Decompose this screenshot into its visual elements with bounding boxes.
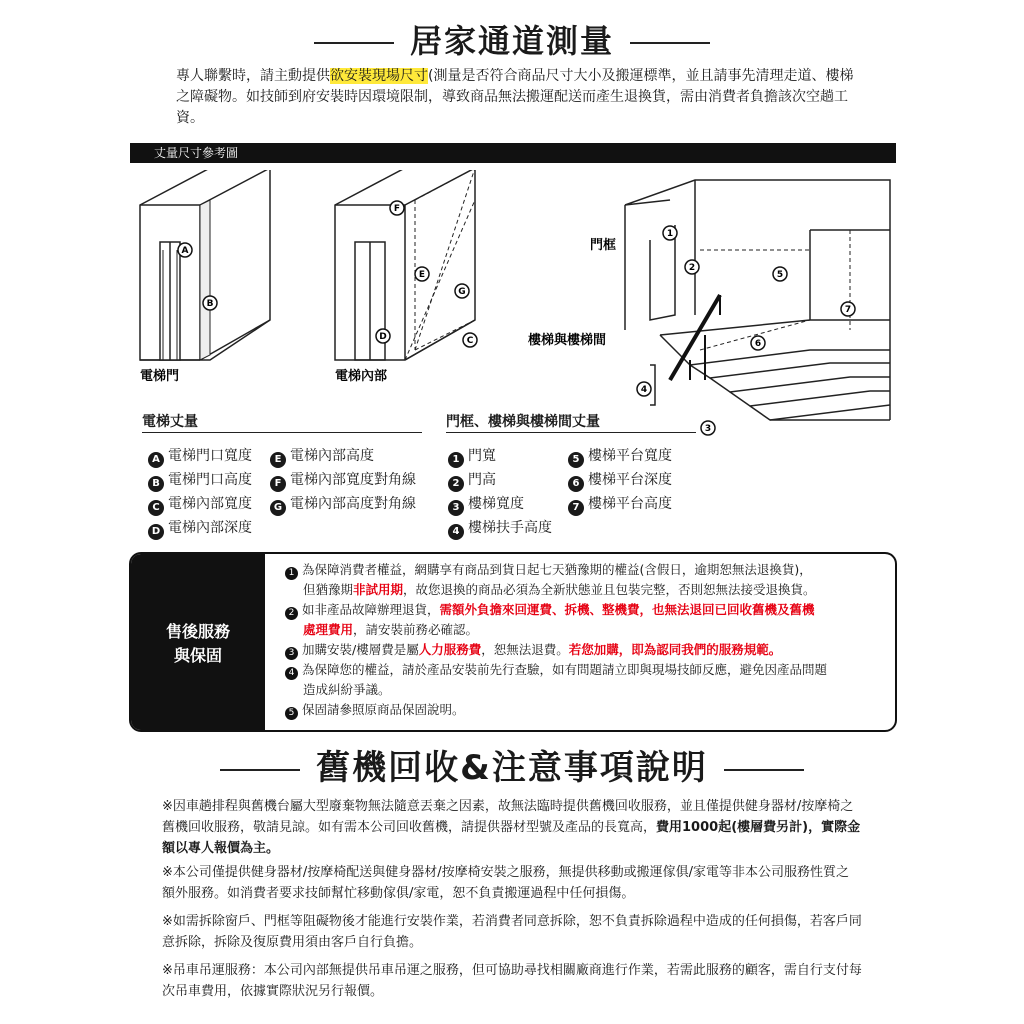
svg-text:A: A [181, 246, 189, 256]
stairs-legend-heading: 門框、樓梯與樓梯間丈量 [446, 414, 600, 430]
service-label-line2: 與保固 [173, 646, 222, 665]
marker-3 [701, 421, 715, 435]
service-item-4-cont [285, 680, 885, 700]
note-4: ※吊車吊運服務：本公司內部無提供吊車吊運之服務，但可協助尋找相關廠商進行作業，若需此服務的顧客，需自行支付每次吊車費用，依據實際狀況另行報價。 [162, 963, 862, 999]
service-item-1-cont [285, 580, 885, 600]
item-text: 如非產品故障辦理退貨， [302, 602, 440, 617]
svg-text:5: 5 [776, 270, 784, 280]
marker-6 [751, 336, 765, 350]
note-text: ※因車趟排程與舊機台屬大型廢棄物無法隨意丟棄之因素，故無法臨時提供舊機回收服務，並且僅提供健身器材/按摩椅之舊機回收服務，敬請見諒。如有需本公司回收舊機，請提供器材型號及產品的長寬高， [162, 799, 854, 835]
item-emphasis: 人力服務費 [418, 642, 482, 657]
legend-text: 門寬 [468, 448, 496, 464]
legend-item-F [270, 468, 416, 492]
legend-text: 門高 [468, 472, 496, 488]
stairs-legend-divider [446, 432, 696, 433]
item-text: 為保障您的權益，請於產品安裝前先行查驗，如有問題請立即與現場技師反應，避免因產品問題 [302, 662, 828, 677]
note-emphasis: 費用1000起(樓層費另計)，實際金額以專人報價為主。 [162, 820, 861, 856]
item-emphasis: 若您加購，即為認同我們的服務規範。 [568, 642, 782, 657]
legend-text: 電梯內部寬度對角線 [290, 472, 416, 488]
item-emphasis: 處理費用 [303, 622, 354, 637]
item-text: 為保障消費者權益，網購享有商品到貨日起七天猶豫期的權益(含假日，逾期恕無法退換貨)， [302, 562, 812, 577]
legend-code: 6 [568, 476, 584, 492]
legend-text: 樓梯扶手高度 [468, 520, 552, 536]
legend-text: 電梯門口高度 [168, 472, 252, 488]
item-text: ，恕無法退費。 [481, 642, 569, 657]
service-item-3 [285, 640, 885, 660]
legend-text: 樓梯寬度 [468, 496, 524, 512]
intro-text-after: (測量是否符合商品尺寸大小及搬運標準，並且請事先清理走道、樓梯之障礙物。如技師到府安裝時因環境限制，導致商品無法搬運配送而產生退換貨，需由消費者負擔該次空趟工資。 [176, 68, 854, 126]
stairs-label: 樓梯與樓梯間 [528, 333, 607, 348]
legend-code: 1 [448, 452, 464, 468]
marker-5 [773, 267, 787, 281]
page-title-text: 居家通道測量 [409, 22, 614, 60]
service-item-2 [285, 600, 885, 620]
intro-text-before: 專人聯繫時，請主動提供 [176, 68, 330, 84]
item-text: ，故您退換的商品必須為全新狀態並且包裝完整，否則恕無法接受退換貨。 [403, 582, 816, 597]
service-item-4 [285, 660, 885, 680]
legend-item-C [148, 492, 252, 516]
service-label [131, 554, 265, 732]
svg-text:2: 2 [688, 263, 696, 273]
legend-text: 電梯門口寬度 [168, 448, 252, 464]
svg-text:3: 3 [704, 424, 712, 434]
section2-title [0, 740, 1024, 789]
elevator-legend-divider [142, 432, 422, 433]
svg-text:F: F [393, 204, 401, 214]
marker-A [178, 243, 192, 257]
svg-text:6: 6 [754, 339, 762, 349]
section2-title-text: 舊機回收&注意事項說明 [316, 748, 708, 788]
door-frame-label: 門框 [590, 238, 617, 253]
item-text: 加購安裝/樓層費是屬 [302, 642, 419, 657]
svg-text:E: E [418, 270, 426, 280]
legend-text: 樓梯平台高度 [588, 496, 672, 512]
item-number: 1 [285, 567, 298, 580]
legend-item-2 [448, 468, 496, 492]
service-label-line1: 售後服務 [165, 622, 230, 641]
legend-code: 4 [448, 524, 464, 540]
item-emphasis: 非試用期 [353, 582, 404, 597]
service-items [285, 560, 885, 720]
legend-code: A [148, 452, 164, 468]
note-1 [162, 796, 862, 859]
legend-code: F [270, 476, 286, 492]
elevator-door-illustration [140, 170, 270, 360]
legend-item-5 [568, 444, 672, 468]
item-number: 4 [285, 667, 298, 680]
item-emphasis: 需額外負擔來回運費、拆機、整機費，也無法退回已回收舊機及舊機 [439, 602, 815, 617]
legend-text: 電梯內部高度對角線 [290, 496, 416, 512]
item-text: 但猶豫期 [303, 582, 354, 597]
legend-item-B [148, 468, 252, 492]
note-2: ※本公司僅提供健身器材/按摩椅配送與健身器材/按摩椅安裝之服務，無提供移動或搬運傢俱/家電等非本公司服務性質之額外服務。如消費者要求技師幫忙移動傢俱/家電，恕不負責搬運過程中任何損傷。 [162, 865, 850, 901]
item-text: ，請安裝前務必確認。 [353, 622, 479, 637]
reference-bar: 丈量尺寸參考圖 [130, 143, 896, 163]
legend-code: G [270, 500, 286, 516]
legend-item-E [270, 444, 374, 468]
note-3: ※如需拆除窗戶、門框等阻礙物後才能進行安裝作業，若消費者同意拆除，恕不負責拆除過程中造成的任何損傷，若客戶同意拆除，拆除及復原費用須由客戶自行負擔。 [162, 914, 862, 950]
service-item-1 [285, 560, 885, 580]
after-sales-service-box [129, 552, 897, 732]
svg-text:4: 4 [640, 385, 648, 395]
stairs-illustration [625, 180, 890, 420]
intro-highlight: 欲安裝現場尺寸 [330, 68, 428, 84]
legend-code: B [148, 476, 164, 492]
legend-item-D [148, 516, 252, 540]
legend-text: 電梯內部深度 [168, 520, 252, 536]
elevator-inside-label: 電梯內部 [335, 369, 388, 384]
svg-text:7: 7 [844, 305, 852, 315]
elevator-inside-illustration [335, 170, 475, 360]
legend-text: 電梯內部寬度 [168, 496, 252, 512]
item-number: 3 [285, 647, 298, 660]
legend-item-1 [448, 444, 496, 468]
title-dash-left [220, 769, 300, 771]
legend-code: 2 [448, 476, 464, 492]
svg-text:1: 1 [666, 229, 674, 239]
legend [148, 444, 708, 544]
item-number: 5 [285, 707, 298, 720]
marker-G [455, 284, 469, 298]
legend-code: D [148, 524, 164, 540]
legend-item-G [270, 492, 416, 516]
svg-text:G: G [458, 287, 466, 297]
legend-item-4 [448, 516, 552, 540]
svg-text:C: C [466, 336, 474, 346]
title-dash-right [724, 769, 804, 771]
title-dash-right [630, 42, 710, 44]
item-number: 2 [285, 607, 298, 620]
legend-code: 7 [568, 500, 584, 516]
marker-1 [663, 226, 677, 240]
legend-code: E [270, 452, 286, 468]
page-title [0, 16, 1024, 62]
marker-7 [841, 302, 855, 316]
svg-text:B: B [206, 299, 214, 309]
legend-text: 樓梯平台深度 [588, 472, 672, 488]
elevator-legend-heading: 電梯丈量 [142, 414, 198, 430]
svg-text:D: D [379, 332, 387, 342]
legend-code: C [148, 500, 164, 516]
legend-item-A [148, 444, 252, 468]
intro-paragraph [176, 66, 856, 129]
legend-text: 樓梯平台寬度 [588, 448, 672, 464]
title-dash-left [314, 42, 394, 44]
elevator-door-label: 電梯門 [140, 369, 180, 384]
item-text: 造成糾紛爭議。 [303, 682, 391, 697]
marker-2 [685, 260, 699, 274]
marker-E [415, 267, 429, 281]
marker-B [203, 296, 217, 310]
service-item-2-cont [285, 620, 885, 640]
service-item-5 [285, 700, 885, 720]
legend-item-7 [568, 492, 672, 516]
legend-code: 3 [448, 500, 464, 516]
item-text: 保固請參照原商品保固說明。 [302, 702, 465, 717]
measurement-diagram [130, 170, 900, 440]
legend-item-3 [448, 492, 524, 516]
legend-text: 電梯內部高度 [290, 448, 374, 464]
legend-code: 5 [568, 452, 584, 468]
marker-C [463, 333, 477, 347]
marker-F [390, 201, 404, 215]
marker-D [376, 329, 390, 343]
legend-item-6 [568, 468, 672, 492]
marker-4 [637, 382, 651, 396]
